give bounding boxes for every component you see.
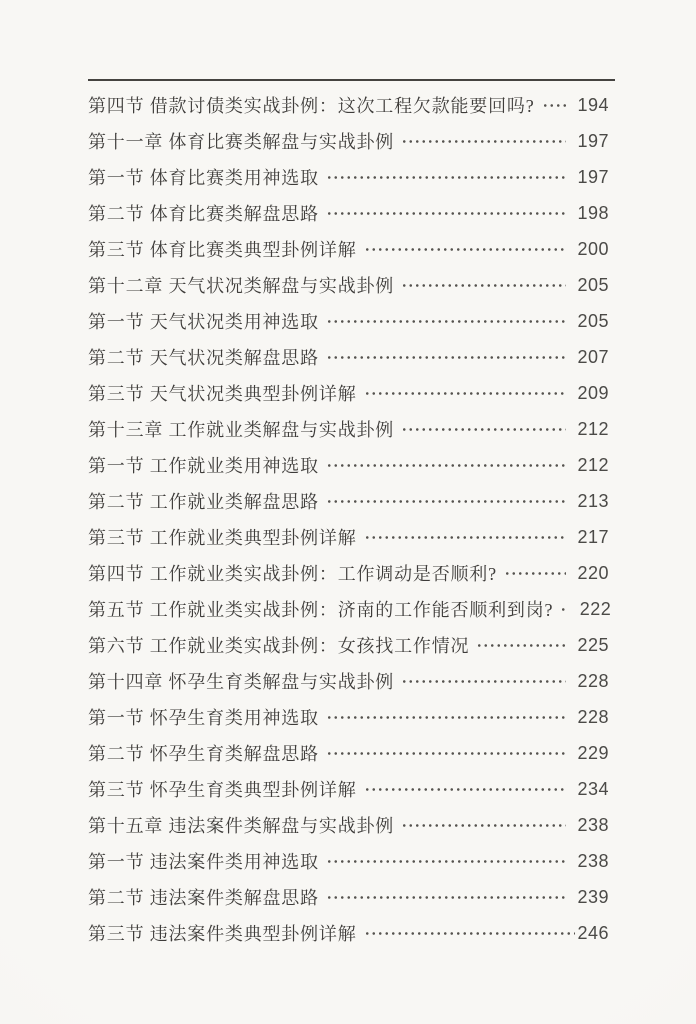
toc-entry-page-number: 222 <box>579 598 612 619</box>
toc-entry-title: 第一节 天气状况类用神选取 <box>88 312 319 332</box>
toc-row <box>88 699 609 735</box>
dot-leader <box>326 462 566 469</box>
dot-leader <box>476 642 566 649</box>
dot-leader <box>326 174 566 181</box>
toc-entry-title: 第二节 体育比赛类解盘思路 <box>88 204 319 224</box>
header-rule <box>88 79 615 81</box>
toc-row <box>88 231 609 267</box>
toc-entry-title: 第一节 怀孕生育类用神选取 <box>88 708 319 728</box>
dot-leader <box>326 498 566 505</box>
dot-leader <box>401 822 566 829</box>
toc-entry-title: 第三节 体育比赛类典型卦例详解 <box>88 240 357 260</box>
dot-leader <box>326 318 566 325</box>
toc-entry-title: 第一节 体育比赛类用神选取 <box>88 168 319 188</box>
toc-entry-page-number: 197 <box>577 130 609 151</box>
dot-leader <box>364 786 567 793</box>
toc-entry-title: 第十五章 违法案件类解盘与实战卦例 <box>88 816 395 836</box>
dot-leader <box>364 246 567 253</box>
dot-leader <box>504 570 566 577</box>
toc-row <box>88 735 609 771</box>
toc-row <box>88 303 609 339</box>
dot-leader <box>326 858 566 865</box>
toc-entry-page-number: 205 <box>577 310 609 331</box>
dot-leader <box>326 354 566 361</box>
toc-row <box>88 339 609 375</box>
toc-entry-title: 第三节 工作就业类典型卦例详解 <box>88 528 357 548</box>
toc-row <box>88 555 609 591</box>
toc-entry-page-number: 225 <box>577 634 609 655</box>
toc-entry-title: 第二节 违法案件类解盘思路 <box>88 888 319 908</box>
toc-row <box>88 483 609 519</box>
toc-entry-page-number: 229 <box>577 742 609 763</box>
toc-entry-title: 第五节 工作就业类实战卦例：济南的工作能否顺利到岗? <box>88 600 554 620</box>
toc-entry-page-number: 234 <box>577 778 609 799</box>
toc-entry-page-number: 194 <box>577 94 609 115</box>
toc-entry-page-number: 246 <box>577 922 609 943</box>
toc-entry-title: 第一节 违法案件类用神选取 <box>88 852 319 872</box>
toc-entry-title: 第一节 工作就业类用神选取 <box>88 456 319 476</box>
toc-row <box>88 267 609 303</box>
toc-entry-page-number: 198 <box>577 202 609 223</box>
dot-leader <box>364 534 567 541</box>
toc-entry-page-number: 238 <box>577 850 609 871</box>
toc-entry-page-number: 200 <box>577 238 609 259</box>
toc-entry-page-number: 238 <box>577 814 609 835</box>
dot-leader <box>364 930 576 937</box>
toc-row <box>88 627 609 663</box>
toc-row <box>88 159 609 195</box>
toc-entry-page-number: 209 <box>577 382 609 403</box>
toc-entry-title: 第四节 工作就业类实战卦例：工作调动是否顺利? <box>88 564 497 584</box>
toc-entry-page-number: 213 <box>577 490 609 511</box>
toc-entry-title: 第二节 工作就业类解盘思路 <box>88 492 319 512</box>
toc-row <box>88 123 609 159</box>
toc-row <box>88 375 609 411</box>
toc-entry-title: 第四节 借款讨债类实战卦例：这次工程欠款能要回吗? <box>88 96 535 116</box>
dot-leader <box>326 714 566 721</box>
toc-row <box>88 519 609 555</box>
toc-entry-title: 第十一章 体育比赛类解盘与实战卦例 <box>88 132 395 152</box>
toc-row <box>88 807 609 843</box>
table-of-contents <box>88 87 612 951</box>
toc-row <box>88 87 609 123</box>
toc-row <box>88 915 609 951</box>
toc-entry-page-number: 239 <box>577 886 609 907</box>
toc-entry-title: 第十三章 工作就业类解盘与实战卦例 <box>88 420 395 440</box>
dot-leader <box>364 390 567 397</box>
toc-entry-title: 第十四章 怀孕生育类解盘与实战卦例 <box>88 672 395 692</box>
dot-leader <box>401 426 566 433</box>
dot-leader <box>401 138 566 145</box>
toc-entry-title: 第三节 天气状况类典型卦例详解 <box>88 384 357 404</box>
toc-entry-page-number: 228 <box>577 706 609 727</box>
toc-entry-page-number: 212 <box>577 454 609 475</box>
toc-row <box>88 771 609 807</box>
toc-row <box>88 591 612 627</box>
toc-entry-page-number: 197 <box>577 166 609 187</box>
toc-entry-page-number: 220 <box>577 562 609 583</box>
dot-leader <box>560 606 568 613</box>
dot-leader <box>326 210 566 217</box>
toc-entry-page-number: 207 <box>577 346 609 367</box>
toc-entry-title: 第六节 工作就业类实战卦例：女孩找工作情况 <box>88 636 470 656</box>
toc-row <box>88 843 609 879</box>
toc-entry-title: 第三节 违法案件类典型卦例详解 <box>88 924 357 944</box>
toc-row <box>88 879 609 915</box>
toc-entry-page-number: 217 <box>577 526 609 547</box>
toc-entry-title: 第二节 怀孕生育类解盘思路 <box>88 744 319 764</box>
toc-entry-page-number: 212 <box>577 418 609 439</box>
dot-leader <box>326 750 566 757</box>
toc-row <box>88 195 609 231</box>
dot-leader <box>401 282 566 289</box>
dot-leader <box>326 894 566 901</box>
toc-row <box>88 663 609 699</box>
toc-entry-page-number: 205 <box>577 274 609 295</box>
toc-entry-title: 第二节 天气状况类解盘思路 <box>88 348 319 368</box>
toc-entry-title: 第三节 怀孕生育类典型卦例详解 <box>88 780 357 800</box>
toc-row <box>88 447 609 483</box>
toc-entry-title: 第十二章 天气状况类解盘与实战卦例 <box>88 276 395 296</box>
toc-entry-page-number: 228 <box>577 670 609 691</box>
dot-leader <box>542 102 567 109</box>
toc-row <box>88 411 609 447</box>
dot-leader <box>401 678 566 685</box>
